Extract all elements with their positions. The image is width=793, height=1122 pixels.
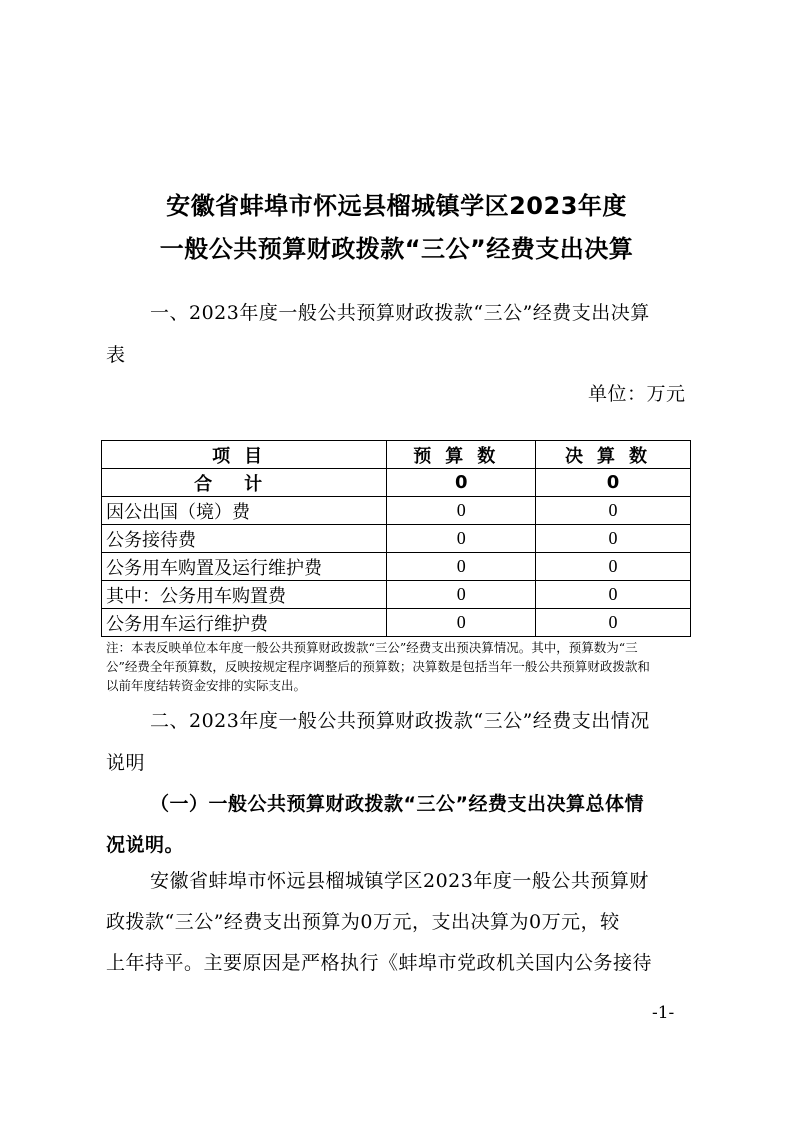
total-actual: 0	[536, 469, 691, 497]
row-label: 公务接待费	[102, 525, 387, 553]
expense-table	[101, 440, 691, 637]
table-row	[102, 497, 691, 525]
row-budget: 0	[387, 581, 536, 609]
table-row	[102, 553, 691, 581]
section1-heading-cont: 表	[106, 344, 126, 366]
header-item: 项目	[102, 441, 387, 469]
section2-heading: 二、2023年度一般公共预算财政拨款“三公”经费支出情况	[150, 710, 650, 732]
body-paragraph-line: 上年持平。主要原因是严格执行《蚌埠市党政机关国内公务接待	[106, 952, 653, 974]
table-row	[102, 609, 691, 637]
total-label: 合计	[102, 469, 387, 497]
body-paragraph-line: 政拨款“三公”经费支出预算为0万元，支出决算为0万元，较	[106, 911, 620, 933]
unit-label: 单位：万元	[588, 383, 686, 405]
table-row	[102, 581, 691, 609]
row-label: 其中：公务用车购置费	[102, 581, 387, 609]
section2-heading-cont: 说明	[106, 752, 146, 774]
note-line: 公”经费全年预算数，反映按规定程序调整后的预算数；决算数是包括当年一般公共预算财政拨款和	[106, 659, 650, 674]
row-label: 因公出国（境）费	[102, 497, 387, 525]
row-actual: 0	[536, 609, 691, 637]
note-line: 以前年度结转资金安排的实际支出。	[106, 678, 307, 693]
subsection1-heading: （一）一般公共预算财政拨款“三公”经费支出决算总体情	[150, 793, 644, 815]
header-actual: 决算数	[536, 441, 691, 469]
subsection1-heading-cont: 况说明。	[106, 834, 185, 856]
total-budget: 0	[387, 469, 536, 497]
row-actual: 0	[536, 525, 691, 553]
header-budget: 预算数	[387, 441, 536, 469]
table-row	[102, 525, 691, 553]
row-budget: 0	[387, 609, 536, 637]
document-title-line1: 安徽省蚌埠市怀远县榴城镇学区2023年度	[166, 192, 627, 220]
row-actual: 0	[536, 553, 691, 581]
row-budget: 0	[387, 497, 536, 525]
body-paragraph-line: 安徽省蚌埠市怀远县榴城镇学区2023年度一般公共预算财	[150, 870, 649, 892]
page-number: -1-	[652, 1003, 675, 1023]
table-row-total	[102, 469, 691, 497]
row-label: 公务用车购置及运行维护费	[102, 553, 387, 581]
row-actual: 0	[536, 497, 691, 525]
document-title-line2: 一般公共预算财政拨款“三公”经费支出决算	[159, 235, 634, 263]
row-actual: 0	[536, 581, 691, 609]
section1-heading: 一、2023年度一般公共预算财政拨款“三公”经费支出决算	[150, 302, 650, 324]
row-budget: 0	[387, 525, 536, 553]
row-budget: 0	[387, 553, 536, 581]
note-line: 注：本表反映单位本年度一般公共预算财政拨款“三公”经费支出预决算情况。其中，预算数为“三	[106, 640, 638, 655]
table-header-row	[102, 441, 691, 469]
row-label: 公务用车运行维护费	[102, 609, 387, 637]
table-note	[106, 638, 692, 695]
